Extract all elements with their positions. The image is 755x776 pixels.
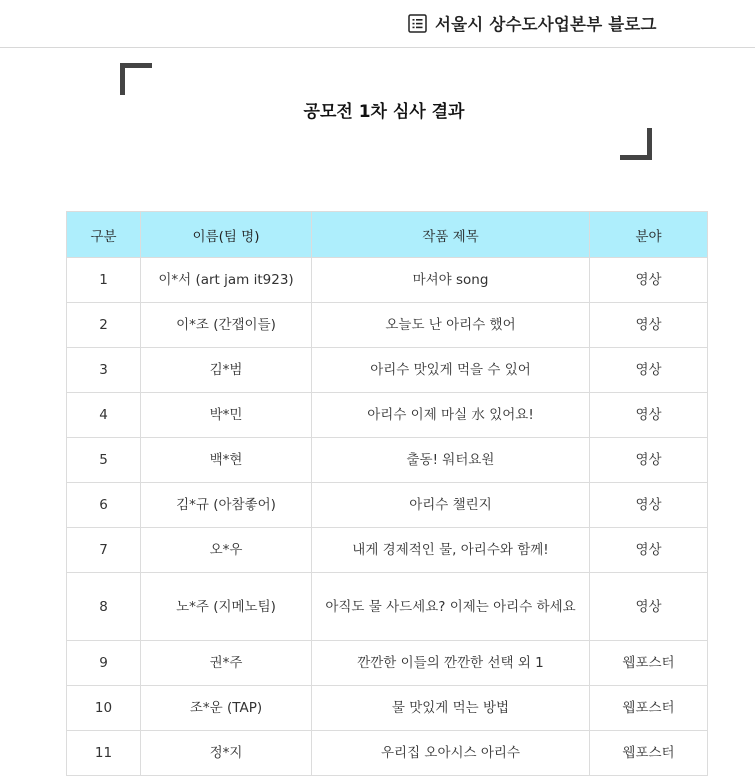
cell-name: 오*우: [141, 528, 312, 573]
cell-number: 8: [67, 573, 141, 641]
cell-category: 영상: [590, 348, 708, 393]
cell-name: 조*운 (TAP): [141, 686, 312, 731]
table-row: [67, 258, 708, 303]
cell-category: 웹포스터: [590, 641, 708, 686]
table-row: [67, 483, 708, 528]
cell-number: 4: [67, 393, 141, 438]
table-row: [67, 573, 708, 641]
table-row: [67, 393, 708, 438]
cell-work-title: 아리수 맛있게 먹을 수 있어: [312, 348, 590, 393]
cell-category: 영상: [590, 438, 708, 483]
table-row: [67, 303, 708, 348]
cell-name: 김*규 (아참좋어): [141, 483, 312, 528]
table-row: [67, 731, 708, 776]
table-row: [67, 438, 708, 483]
cell-number: 11: [67, 731, 141, 776]
cell-number: 5: [67, 438, 141, 483]
cell-number: 1: [67, 258, 141, 303]
cell-work-title: 출동! 워터요원: [312, 438, 590, 483]
table-row: [67, 686, 708, 731]
cell-name: 김*범: [141, 348, 312, 393]
corner-bracket-bottom-right: [620, 128, 652, 160]
top-bar: [0, 0, 755, 48]
blog-title-link[interactable]: [408, 11, 657, 35]
cell-name: 박*민: [141, 393, 312, 438]
cell-work-title: 우리집 오아시스 아리수: [312, 731, 590, 776]
table-row: [67, 528, 708, 573]
cell-work-title: 아리수 이제 마실 水 있어요!: [312, 393, 590, 438]
table-row: [67, 348, 708, 393]
cell-name: 노*주 (지메노팀): [141, 573, 312, 641]
cell-category: 웹포스터: [590, 731, 708, 776]
cell-category: 영상: [590, 528, 708, 573]
cell-number: 2: [67, 303, 141, 348]
cell-work-title: 깐깐한 이들의 깐깐한 선택 외 1: [312, 641, 590, 686]
cell-name: 권*주: [141, 641, 312, 686]
cell-work-title: 오늘도 난 아리수 했어: [312, 303, 590, 348]
column-header-category: 분야: [590, 212, 708, 258]
cell-category: 영상: [590, 303, 708, 348]
cell-work-title: 마셔야 song: [312, 258, 590, 303]
cell-category: 웹포스터: [590, 686, 708, 731]
table-row: [67, 641, 708, 686]
cell-category: 영상: [590, 483, 708, 528]
cell-work-title: 아리수 챌린지: [312, 483, 590, 528]
list-icon: [408, 14, 427, 33]
column-header-work-title: 작품 제목: [312, 212, 590, 258]
cell-number: 10: [67, 686, 141, 731]
column-header-name: 이름(팀 명): [141, 212, 312, 258]
cell-work-title: 아직도 물 사드세요? 이제는 아리수 하세요: [312, 573, 590, 641]
column-header-number: 구분: [67, 212, 141, 258]
table-header-row: [67, 212, 708, 258]
post-title: 공모전 1차 심사 결과: [303, 102, 465, 122]
cell-number: 6: [67, 483, 141, 528]
cell-category: 영상: [590, 258, 708, 303]
cell-name: 이*서 (art jam it923): [141, 258, 312, 303]
cell-name: 정*지: [141, 731, 312, 776]
cell-category: 영상: [590, 393, 708, 438]
cell-number: 7: [67, 528, 141, 573]
results-table: [66, 211, 708, 776]
cell-number: 9: [67, 641, 141, 686]
cell-name: 이*조 (간잽이들): [141, 303, 312, 348]
cell-name: 백*현: [141, 438, 312, 483]
cell-work-title: 내게 경제적인 물, 아리수와 함께!: [312, 528, 590, 573]
cell-work-title: 물 맛있게 먹는 방법: [312, 686, 590, 731]
corner-bracket-top-left: [120, 63, 152, 95]
cell-category: 영상: [590, 573, 708, 641]
blog-title: 서울시 상수도사업본부 블로그: [435, 15, 657, 34]
cell-number: 3: [67, 348, 141, 393]
